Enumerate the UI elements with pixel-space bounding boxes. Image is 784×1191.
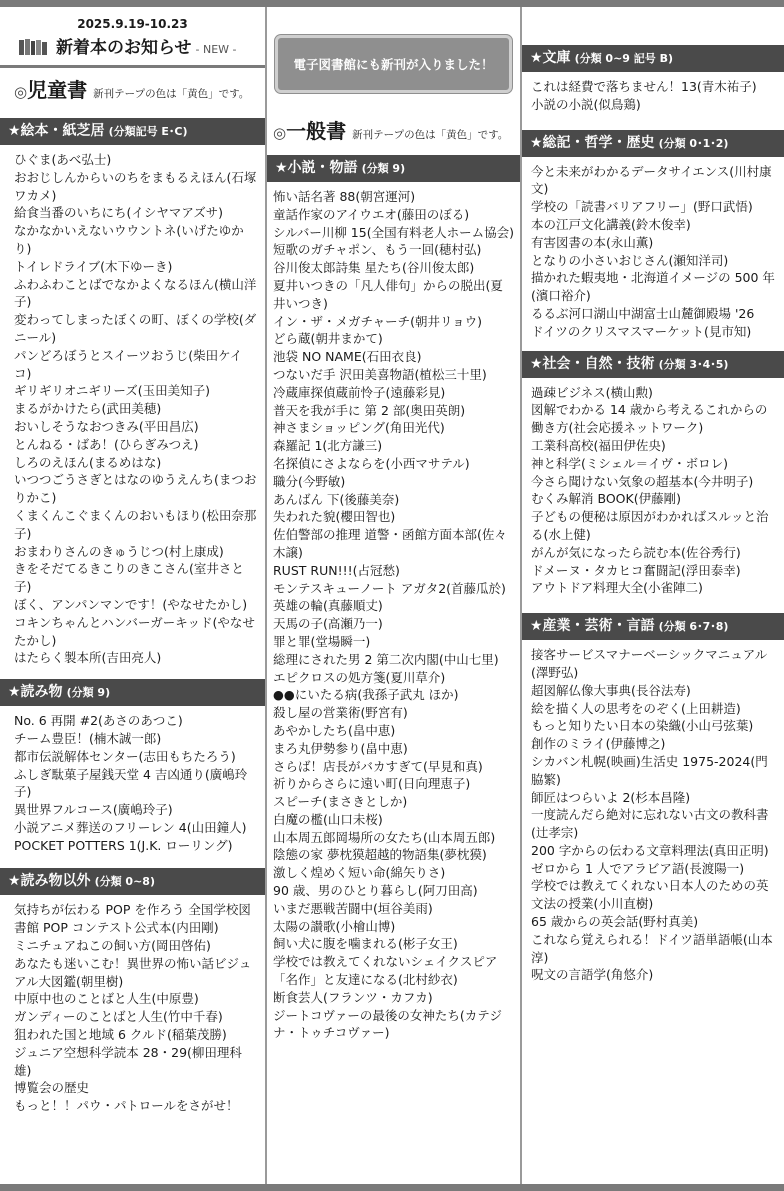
book-entry: 怖い話名著 88(朝宮運河) [273,189,416,204]
book-list-bunko [522,72,784,120]
book-list-industry [522,640,784,990]
book-entry: 職分(今野敏) [273,473,346,489]
section-header-bunko: ★文庫 (分類 0~9 記号 B) [522,45,784,72]
book-entry: 過疎ビジネス(横山勲) [531,384,653,400]
section-header-picture-books: ★絵本・紙芝居 (分類記号 E･C) [0,118,265,145]
kids-tape-note: 新刊テープの色は「黄色」です。 [93,88,250,100]
book-entry: アウトドア料理大全(小雀陣二) [531,580,703,596]
general-heading [267,115,520,147]
book-entry: 総理にされた男 2 第二次内閣(中山七里) [273,651,499,667]
book-entry: 図解でわかる 14 歳から考えるこれからの働き方(社会応援ネットワーク) [531,402,768,436]
book-entry: ジュニア空想科学読本 28・29(柳田理科雄) [14,1044,242,1078]
book-entry: どら蔵(朝井まかて) [273,331,383,347]
book-entry: シルバー川柳 15(全国有料老人ホーム協会) [273,224,514,240]
book-entry: 中原中也のことばと人生(中原豊) [14,991,199,1007]
book-entry: 殺し屋の営業術(野宮有) [273,705,408,721]
book-entry: 名探偵にさよならを(小西マサテル) [273,455,470,471]
book-entry: 森羅記 1(北方謙三) [273,438,383,454]
book-entry: さらば！店長がバカすぎて(早見和真) [273,758,483,774]
book-entry: くまくんこぐまくんのおいもほり(松田奈那子) [14,507,257,541]
kids-title: 児童書 [27,78,88,102]
book-entry: 小説アニメ葬送のフリーレン 4(山田鐘人) [14,819,247,835]
section-header-novels: ★小説・物語 (分類 9) [267,155,520,182]
book-entry: ゼロから 1 人でアラビア語(長渡陽一) [531,860,745,876]
book-entry: おおじしんからいのちをまもるえほん(石塚ワカメ) [14,169,257,203]
book-entry: つないだ手 沢田美喜物語(植松三十里) [273,366,487,382]
column-left [0,7,265,1184]
book-entry: もっと！！パウ・パトロールをさがせ！ [14,1098,239,1114]
book-list-general-philosophy [522,157,784,347]
book-entry: 罪と罪(堂場瞬一) [273,633,371,649]
book-entry: イン・ザ・メガチャーチ(朝井リョウ) [273,313,483,329]
book-entry: 童話作家のアイウエオ(藤田のぼる) [273,206,470,222]
book-entry: 接客サービスマナーベーシックマニュアル(澤野弘) [531,647,768,680]
book-entry: 神と科学(ミシェル＝イヴ・ボロレ) [531,455,729,471]
book-entry: ミニチュアねこの飼い方(岡田啓佑) [14,938,211,954]
book-list-picture-books [0,145,265,673]
general-tape-note: 新刊テープの色は「黄色」です。 [352,129,509,141]
column-middle [267,7,520,1184]
book-entry: ガンディーのことばと人生(竹中千春) [14,1009,223,1025]
book-entry: おいしそうなおつきみ(平田昌広) [14,418,199,434]
book-list-novels [267,182,520,1048]
book-entry: 給食当番のいちにち(イシヤマアズサ) [14,205,224,221]
book-entry: 200 字からの伝わる文章料理法(真田正明) [531,842,769,858]
e-library-banner: 電子図書館にも新刊が入りました！ [275,35,512,93]
book-entry: ギリギリオニギリーズ(玉田美知子) [14,383,211,399]
book-entry: 佐伯警部の推理 道警・函館方面本部(佐々木譲) [273,527,507,560]
circle-mark-icon: ◎ [14,83,28,101]
book-entry: むくみ解消 BOOK(伊藤剛) [531,491,681,507]
book-entry: 学校では教えてくれない日本人のための英文法の授業(小川直樹) [531,878,769,912]
book-entry: 天馬の子(高瀬乃一) [273,616,383,632]
book-entry: となりの小さいおじさん(瀬知洋司) [531,252,729,268]
book-entry: これなら覚えられる！ドイツ語単語帳(山本淳) [531,931,773,965]
book-entry: いつつごうさぎとはなのゆうえんち(まつおりかこ) [14,472,257,506]
section-header-readers: ★読み物 (分類 9) [0,679,265,706]
book-entry: 創作のミライ(伊藤博之) [531,736,666,752]
book-entry: 呪文の言語学(角悠介) [531,967,654,983]
book-entry: あやかしたち(畠中恵) [273,722,396,738]
book-entry: 工業科高校(福田伊佐央) [531,437,666,453]
book-entry: まろ丸伊勢参り(畠中恵) [273,740,408,756]
book-entry: まるがかけたら(武田美穂) [14,401,162,417]
book-entry: はたらく製本所(吉田亮人) [14,650,162,666]
book-entry: 学校の「読書バリアフリー」(野口武悟) [531,199,753,215]
book-entry: 神さまショッピング(角田光代) [273,420,445,436]
book-entry: なかなかいえないウウントネ(いげたゆかり) [14,223,244,256]
general-title: 一般書 [286,119,347,143]
book-entry: 都市伝説解体センター(志田もちたろう) [14,748,236,764]
book-entry: ジートコヴァーの最後の女神たち(カテジナ・トゥチコヴァー) [273,1007,503,1041]
book-entry: モンテスキューノート アガタ2(首藤瓜於) [273,580,506,596]
book-entry: あんばん 下(後藤美奈) [273,491,400,507]
book-entry: ふわふわことばでなかよくなるほん(横山洋子) [14,276,257,310]
book-entry: スピーチ(まさきとしか) [273,794,408,810]
book-entry: 白魔の檻(山口未桜) [273,811,383,827]
book-entry: エピクロスの処方箋(夏川草介) [273,669,446,685]
book-entry: 激しく煌めく短い命(綿矢りさ) [273,865,446,881]
book-entry: しろのえほん(まるめはな) [14,454,162,470]
section-header-non-readers: ★読み物以外 (分類 0~8) [0,868,265,895]
book-entry: 谷川俊太郎詩集 星たち(谷川俊太郎) [273,260,475,276]
book-entry: 描かれた蝦夷地・北海道イメージの 500 年(濱口裕介) [531,270,775,304]
book-entry: 冷蔵庫探偵蔵前怜子(遠藤彩見) [273,384,446,400]
date-range: 2025.9.19-10.23 [77,17,188,31]
book-entry: 池袋 NO NAME(石田衣良) [273,349,422,365]
book-entry: 夏井いつきの「凡人俳句」からの脱出(夏井いつき) [273,277,503,311]
book-entry: ふしぎ駄菓子屋銭天堂 4 吉凶通り(廣嶋玲子) [14,766,248,800]
section-header-society: ★社会・自然・技術 (分類 3･4･5) [522,351,784,378]
book-entry: 本の江戸文化講義(鈴木俊幸) [531,216,691,232]
book-entry: 絵を描く人の思考をのぞく(上田耕造) [531,700,741,716]
books-icon [18,38,48,56]
book-entry: 今さら聞けない気象の超基本(今井明子) [531,473,754,489]
book-list-readers [0,706,265,860]
book-entry: いまだ悪戦苦闘中(垣谷美雨) [273,900,433,916]
book-entry: がんが気になったら読む本(佐谷秀行) [531,544,741,560]
book-entry: 山本周五郎岡場所の女たち(山本周五郎) [273,829,496,845]
book-entry: 90 歳、男のひとり暮らし(阿刀田高) [273,883,478,899]
notice-title-text: 新着本のお知らせ [56,38,192,58]
top-border [0,0,784,7]
book-entry: 師匠はつらいよ 2(杉本昌隆) [531,789,691,805]
book-entry: 普天を我が手に 第 2 部(奥田英朗) [273,402,466,418]
book-entry: おまわりさんのきゅうじつ(村上康成) [14,543,224,559]
book-entry: もっと知りたい日本の染織(小山弓弦葉) [531,718,754,734]
book-entry: 英雄の輪(真藤順丈) [273,598,383,614]
book-entry: 狙われた国と地域 6 クルド(稲葉茂勝) [14,1027,227,1043]
book-entry: 子どもの便秘は原因がわかればスルッと治る(水上健) [531,509,769,542]
book-entry: 気持ちが伝わる POP を作ろう 全国学校図書館 POP コンテスト公式本(内田剛) [14,902,251,936]
book-entry: 今と未来がわかるデータサイエンス(川村康文) [531,163,772,197]
book-entry: ドメーヌ・タカヒコ奮闘記(浮田泰幸) [531,562,741,578]
book-entry: 祈りからさらに遠い町(日向理恵子) [273,776,471,792]
book-entry: るるぶ河口湖山中湖富士山麓御殿場 '26 [531,305,755,321]
book-entry: 小説の小説(似鳥鶏) [531,96,641,112]
book-entry: 短歌のガチャポン、もう一回(穂村弘) [273,242,482,258]
book-list-non-readers [0,895,265,1121]
book-entry: No. 6 再開 #2(あさのあつこ) [14,713,183,729]
book-entry: あなたも迷いこむ！異世界の怖い話ビジュアル大図鑑(朝里樹) [14,955,252,989]
notice-title [0,35,265,61]
book-entry: 博覧会の歴史 [14,1080,90,1096]
kids-heading [0,74,265,106]
circle-mark-icon: ◎ [273,124,287,142]
book-entry: ドイツのクリスマスマーケット(見市知) [531,323,752,339]
book-entry: トイレドライブ(木下ゆーき) [14,258,173,274]
book-entry: 異世界フルコース(廣嶋玲子) [14,802,173,818]
book-entry: コキンちゃんとハンバーガーキッド(やなせたかし) [14,614,255,648]
book-entry: きをそだてるきこりのきこさん(室井さと子) [14,561,244,595]
book-entry: チーム豊臣！(楠木誠一郎) [14,730,162,746]
section-header-general-philosophy: ★総記・哲学・歴史 (分類 0･1･2) [522,130,784,157]
book-entry: シカバン札幌(映画)生活史 1975-2024(門脇繁) [531,753,768,787]
book-entry: とんねる・ばあ！(ひらぎみつえ) [14,436,199,452]
book-entry: 失われた貌(櫻田智也) [273,509,396,525]
book-entry: 太陽の讃歌(小檜山博) [273,918,396,934]
book-entry: POCKET POTTERS 1(J.K. ローリング) [14,837,233,853]
new-tag: - NEW - [195,43,237,56]
book-entry: RUST RUN!!!(占冠愁) [273,562,400,578]
section-header-industry: ★産業・芸術・言語 (分類 6･7･8) [522,613,784,640]
book-entry: 65 歳からの英会話(野村真美) [531,914,699,930]
book-entry: 有害図書の本(永山薫) [531,234,654,250]
book-entry: ●●にいたる病(我孫子武丸 ほか) [273,687,459,703]
book-entry: パンどろぼうとスイーツおうじ(柴田ケイコ) [14,347,243,381]
book-entry: 陰態の家 夢枕獏超越的物語集(夢枕獏) [273,847,487,863]
book-entry: これは経費で落ちません！13(青木祐子) [531,79,757,94]
book-list-society [522,378,784,604]
book-entry: 断食芸人(フランツ・カフカ) [273,989,433,1005]
bottom-border [0,1184,784,1191]
column-right [522,7,784,1184]
book-entry: ぼく、アンパンマンです！(やなせたかし) [14,596,248,612]
book-entry: 一度読んだら絶対に忘れない古文の教科書(辻孝宗) [531,807,769,841]
book-entry: 学校では教えてくれないシェイクスピア「名作」と友達になる(北村紗衣) [273,954,498,988]
book-entry: 飼い犬に腹を噛まれる(彬子女王) [273,936,458,952]
book-entry: ひぐま(あべ弘士) [14,152,112,167]
book-entry: 超図解仏像大事典(長谷法寿) [531,682,691,698]
divider [0,65,265,68]
book-entry: 変わってしまったぼくの町、ぼくの学校(ダニール) [14,312,257,345]
